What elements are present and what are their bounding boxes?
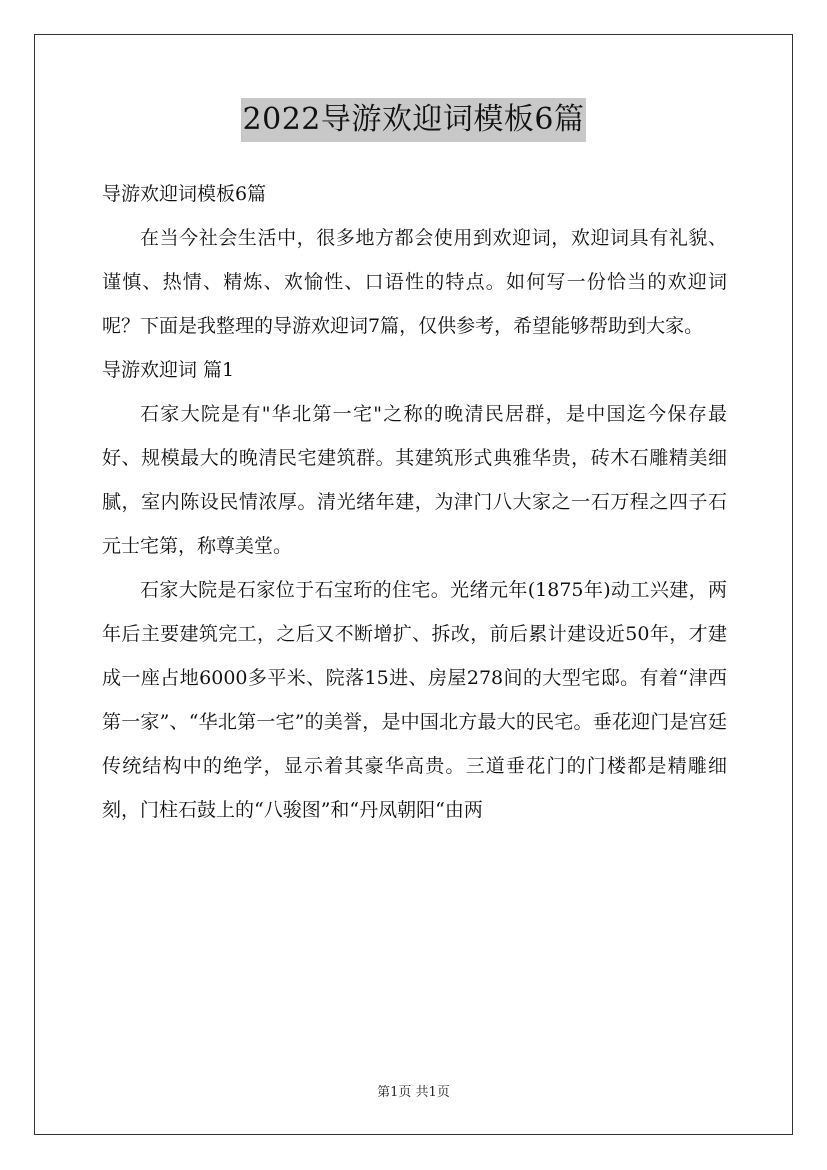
body-paragraph: 石家大院是石家位于石宝珩的住宅。光绪元年(1875年)动工兴建，两年后主要建筑完工，之后又不断增扩、拆改，前后累计建设近50年，才建成一座占地6000多平米、院落15进、房屋278间的大型宅邸。有着“津西第一家”、“华北第一宅”的美誉，是中国北方最大的民宅。垂花迎门是宫廷传统结构中的绝学，显示着其豪华高贵。三道垂花门的门楼都是精雕细刻，门柱石鼓上的“八骏图”和“丹凤朝阳“由两 <box>102 579 727 821</box>
document-title: 2022导游欢迎词模板6篇 <box>241 98 587 142</box>
document-body <box>102 172 727 832</box>
title-container <box>0 98 827 142</box>
body-paragraph: 在当今社会生活中，很多地方都会使用到欢迎词，欢迎词具有礼貌、谨慎、热情、精炼、欢愉性、口语性的特点。如何写一份恰当的欢迎词呢？下面是我整理的导游欢迎词7篇，仅供参考，希望能够帮助到大家。 <box>102 227 727 337</box>
section-heading: 导游欢迎词 篇1 <box>102 359 235 381</box>
section-heading: 导游欢迎词模板6篇 <box>102 183 267 205</box>
body-paragraph: 石家大院是有"华北第一宅"之称的晚清民居群，是中国迄今保存最好、规模最大的晚清民宅建筑群。其建筑形式典雅华贵，砖木石雕精美细腻，室内陈设民情浓厚。清光绪年建，为津门八大家之一石万程之四子石元士宅第，称尊美堂。 <box>102 403 727 557</box>
page-footer: 第1页 共1页 <box>377 1085 450 1100</box>
